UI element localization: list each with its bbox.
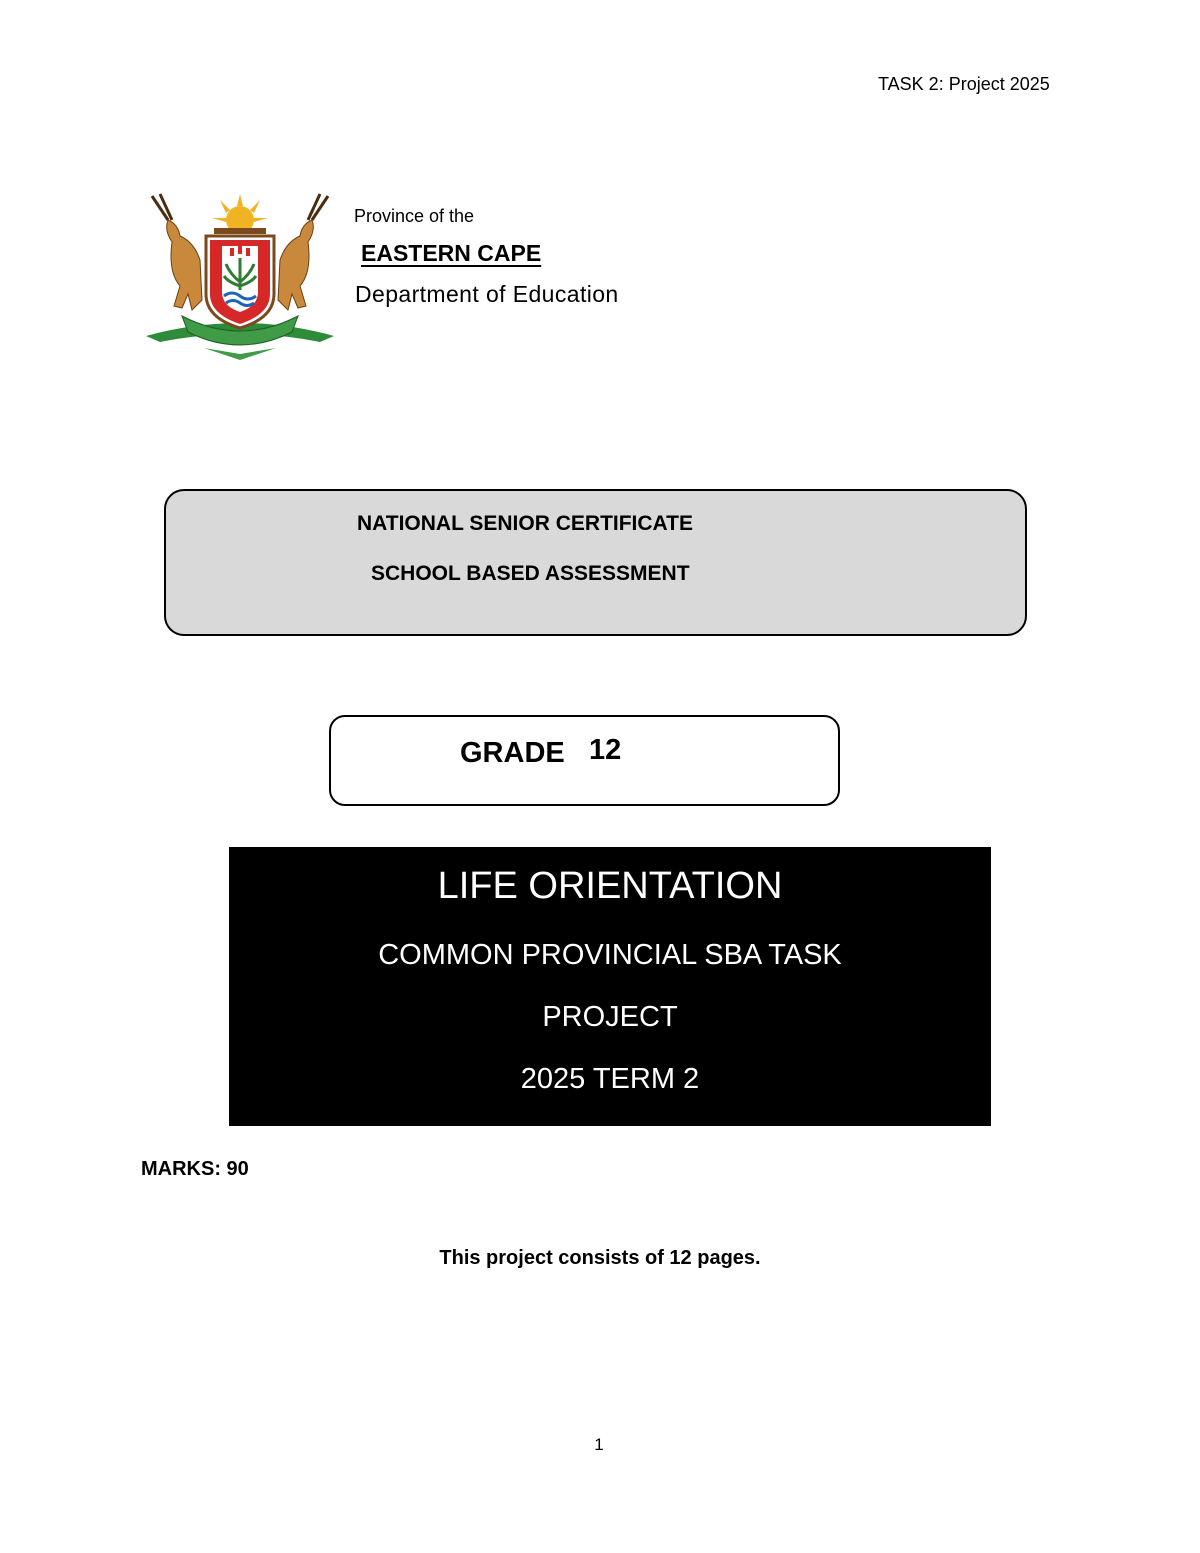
task-type: COMMON PROVINCIAL SBA TASK	[378, 939, 842, 971]
coat-of-arms-icon	[142, 190, 338, 362]
page-count-note: This project consists of 12 pages.	[439, 1247, 761, 1269]
department-name: Department of Education	[355, 281, 619, 307]
grade-box	[329, 715, 840, 806]
assessment-type: SCHOOL BASED ASSESSMENT	[371, 562, 690, 585]
subject-box	[229, 847, 991, 1126]
task-name: PROJECT	[542, 1001, 678, 1033]
grade-label: GRADE	[460, 737, 565, 769]
subject-title: LIFE ORIENTATION	[437, 865, 783, 907]
certificate-title: NATIONAL SENIOR CERTIFICATE	[357, 512, 693, 535]
running-header: TASK 2: Project 2025	[878, 74, 1050, 94]
province-name: EASTERN CAPE	[361, 240, 542, 266]
grade-number: 12	[589, 734, 622, 766]
total-marks: MARKS: 90	[141, 1158, 249, 1180]
page-number: 1	[594, 1435, 604, 1454]
province-prefix: Province of the	[354, 206, 475, 226]
task-term: 2025 TERM 2	[520, 1063, 700, 1095]
